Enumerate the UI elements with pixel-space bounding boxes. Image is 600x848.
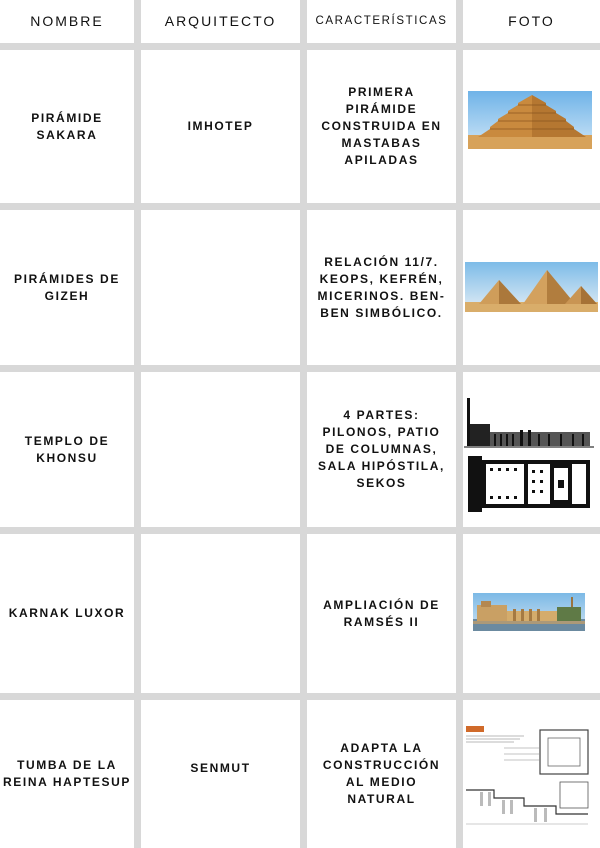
row-1-arquitecto: IMHOTEP [187, 119, 254, 133]
row-4-arquitecto [141, 534, 300, 693]
row-1-caracteristicas: PRIMERA PIRÁMIDE CONSTRUIDA EN MASTABAS APILADAS [321, 85, 442, 167]
row-4-nombre: KARNAK LUXOR [8, 606, 126, 620]
row-5-arquitecto: SENMUT [190, 760, 251, 775]
giza-pyramids-photo [465, 262, 598, 312]
row-divider [0, 203, 600, 210]
row-divider [0, 365, 600, 372]
row-2-arquitecto [141, 210, 300, 365]
row-divider [0, 527, 600, 534]
column-divider [134, 0, 141, 848]
column-divider [456, 0, 463, 848]
row-3-arquitecto [141, 372, 300, 527]
row-3-caracteristicas: 4 PARTES: PILONOS, PATIO DE COLUMNAS, SALA HIPÓSTILA, SEKOS [318, 408, 445, 490]
temple-plan-photo [464, 394, 594, 516]
row-2-caracteristicas: RELACIÓN 11/7. KEOPS, KEFRÉN, MICERINOS. BEN-BEN SIMBÓLICO. [317, 254, 446, 320]
header-foto: FOTO [508, 13, 555, 29]
row-4-caracteristicas: AMPLIACIÓN DE RAMSÉS II [323, 597, 440, 629]
row-3-nombre: TEMPLO DE KHONSU [24, 433, 110, 465]
row-2-nombre: PIRÁMIDES DE GIZEH [14, 271, 120, 303]
step-pyramid-photo [468, 91, 592, 149]
header-nombre: NOMBRE [30, 13, 104, 29]
tomb-plan-photo [464, 724, 595, 828]
header-caracteristicas: CARACTERÍSTICAS [315, 15, 448, 27]
row-5-nombre: TUMBA DE LA REINA HAPTESUP [3, 758, 131, 789]
row-divider [0, 43, 600, 50]
row-5-caracteristicas: ADAPTA LA CONSTRUCCIÓN AL MEDIO NATURAL [322, 741, 441, 806]
column-divider [300, 0, 307, 848]
karnak-temple-photo [473, 593, 585, 631]
row-divider [0, 693, 600, 700]
header-arquitecto: ARQUITECTO [164, 13, 277, 29]
row-1-nombre: PIRÁMIDE SAKARA [31, 110, 103, 142]
